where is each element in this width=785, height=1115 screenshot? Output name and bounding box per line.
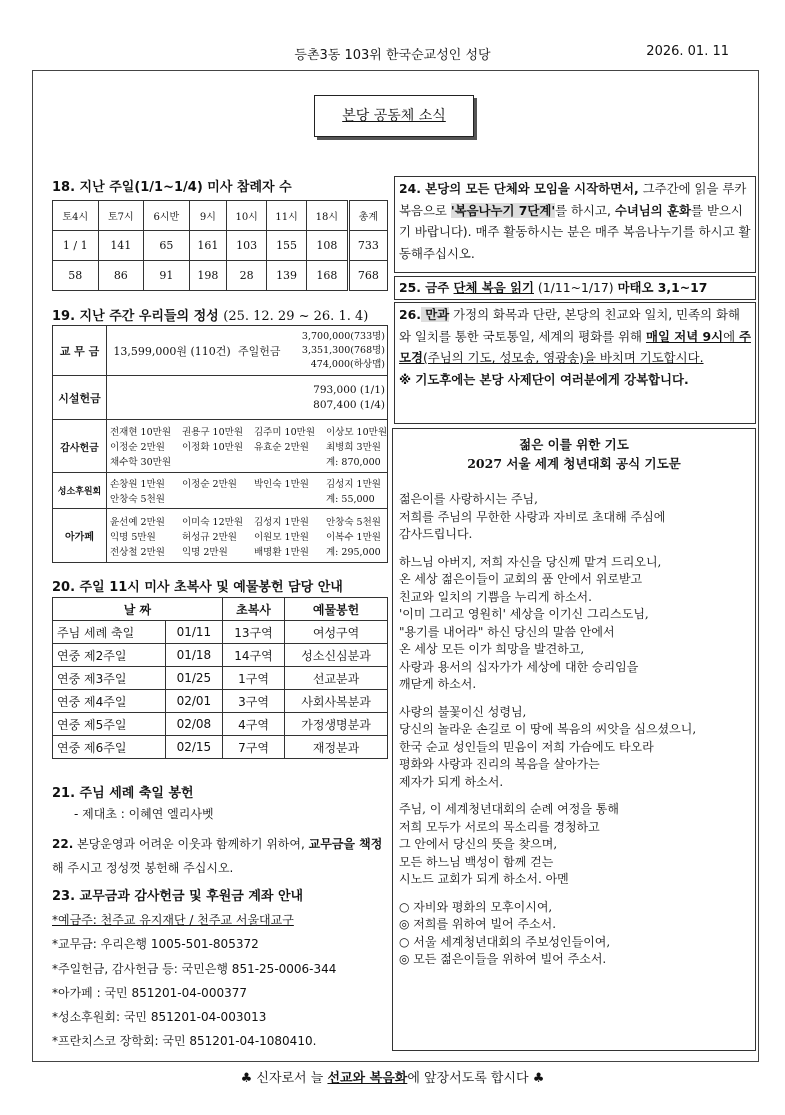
gamsa-label: 감사헌금 xyxy=(53,420,107,473)
schedule-cell: 02/08 xyxy=(165,713,222,736)
kyomu-amount: 13,599,000원 (110건) xyxy=(107,326,238,376)
schedule-cell: 가정생명분과 xyxy=(285,713,388,736)
attendance-table xyxy=(52,200,388,291)
schedule-row xyxy=(53,667,388,690)
attendance-cell: 733 xyxy=(348,231,387,261)
attendance-header-cell: 9시 xyxy=(189,201,227,231)
prayer-line: 한국 순교 성인들의 믿음이 저희 가슴에도 타오라 xyxy=(399,739,654,754)
prayer-line: 사랑과 용서의 십자가가 세상에 대한 승리임을 xyxy=(399,659,639,674)
schedule-cell: 7구역 xyxy=(222,736,284,759)
section-25: 25. 금주 단체 복음 읽기 (1/11~1/17) 마태오 3,1~17 xyxy=(394,276,756,300)
donor-entry: 익명 5만원 xyxy=(110,531,156,543)
donor-entry: 배명환 1만원 xyxy=(254,546,309,558)
schedule-cell: 4구역 xyxy=(222,713,284,736)
donor-entry: 안창숙 5천원 xyxy=(110,494,165,505)
prayer-responses xyxy=(393,899,755,969)
col-altar-server: 초복사 xyxy=(222,598,284,621)
schedule-cell: 01/11 xyxy=(165,621,222,644)
prayer-paragraph-2 xyxy=(393,554,755,694)
attendance-cell: 103 xyxy=(227,231,267,261)
attendance-cell: 86 xyxy=(98,261,144,291)
donor-entry xyxy=(254,454,326,468)
attendance-cell: 65 xyxy=(144,231,190,261)
account-line: *교무금: 우리은행 1005-501-805372 xyxy=(52,937,259,952)
section-26: 26. 만과 가정의 화목과 단란, 본당의 친교와 일치, 민족의 화해와 일치를 통한 국토통일, 세계의 평화를 위해 매일 저녁 9시에 주모경(주님의 기도, 성모송, 영광송)을 바치며 기도합시다. ※ 기도후에는 본당 사제단이 여러분에게 강복합니다. xyxy=(394,302,756,424)
account-line: *프란치스코 장학회: 국민 851201-04-1080410. xyxy=(52,1034,317,1049)
donor-entry: 손창원 1만원 xyxy=(110,479,165,490)
attendance-header-cell: 토4시 xyxy=(53,201,99,231)
prayer-line: 모든 하느님 백성이 함께 걷는 xyxy=(399,854,554,869)
attendance-cell: 139 xyxy=(267,261,307,291)
donor-entry: 이정순 2만원 xyxy=(182,479,237,490)
prayer-line: ○ 자비와 평화의 모후이시여, xyxy=(399,899,553,914)
schedule-row xyxy=(53,713,388,736)
schedule-cell: 02/15 xyxy=(165,736,222,759)
attendance-header-cell: 총계 xyxy=(348,201,387,231)
sunday-offering-value: 3,351,300(768명) xyxy=(301,344,385,356)
account-line: *예금주: 천주교 유지재단 / 천주교 서울대교구 xyxy=(52,913,294,927)
account-list xyxy=(52,908,388,1054)
church-name: 등촌3동 103위 한국순교성인 성당 xyxy=(294,48,491,63)
attendance-cell: 168 xyxy=(307,261,349,291)
donor-entry: 익명 2만원 xyxy=(182,546,228,558)
schedule-cell: 연중 제5주일 xyxy=(53,713,166,736)
attendance-header-cell: 18시 xyxy=(307,201,349,231)
attendance-header-cell: 11시 xyxy=(267,201,307,231)
prayer-subtitle: 2027 서울 세계 청년대회 공식 기도문 xyxy=(467,456,681,471)
section-18-title: 18. 지난 주일(1/1~1/4) 미사 참례자 수 xyxy=(52,180,292,195)
attendance-header-cell: 10시 xyxy=(227,201,267,231)
footer-slogan: ♣ 신자로서 늘 선교와 복음화에 앞장서도록 합시다 ♣ xyxy=(240,1071,545,1086)
prayer-line: 온 세상 모든 이가 희망을 발견하고, xyxy=(399,642,585,656)
donor-entry xyxy=(182,454,254,468)
account-line: *성소후원회: 국민 851201-04-003013 xyxy=(52,1010,267,1025)
prayer-title: 젊은 이를 위한 기도 xyxy=(519,437,629,452)
attendance-cell: 91 xyxy=(144,261,190,291)
sunday-offering-value: 474,000(하상맵) xyxy=(310,358,385,370)
donor-entry: 최병희 3만원 xyxy=(326,442,381,453)
schedule-cell: 14구역 xyxy=(222,644,284,667)
attendance-cell: 768 xyxy=(348,261,387,291)
attendance-header-cell: 토7시 xyxy=(98,201,144,231)
schedule-cell: 1구역 xyxy=(222,667,284,690)
prayer-line: 그 안에서 당신의 뜻을 찾으며, xyxy=(399,837,558,851)
prayer-line: 주님, 이 세계청년대회의 순례 여정을 통해 xyxy=(399,802,619,816)
attendance-cell: 28 xyxy=(227,261,267,291)
prayer-line: "용기를 내어라" 하신 당신의 말씀 안에서 xyxy=(399,624,615,639)
attendance-row xyxy=(53,231,388,261)
schedule-cell: 3구역 xyxy=(222,690,284,713)
attendance-cell: 108 xyxy=(307,231,349,261)
prayer-line: 저희를 주님의 무한한 사랑과 자비로 초대해 주심에 xyxy=(399,509,666,524)
attendance-header-cell: 6시반 xyxy=(144,201,190,231)
prayer-line: 당신의 놀라운 손길로 이 땅에 복음의 씨앗을 심으셨으니, xyxy=(399,722,697,736)
prayer-line: 평화와 사랑과 진리의 복음을 살아가는 xyxy=(399,757,600,771)
prayer-line: ○ 서울 세계청년대회의 주보성인들이여, xyxy=(399,934,611,949)
schedule-row xyxy=(53,644,388,667)
agape-label: 아가페 xyxy=(53,509,107,563)
prayer-line: 사랑의 불꽃이신 성령님, xyxy=(399,704,527,719)
bulletin-date: 2026. 01. 11 xyxy=(646,44,729,59)
donor-entry: 박인숙 1만원 xyxy=(254,479,309,490)
section-19-title: 19. 지난 주간 우리들의 정성 (25. 12. 29 ~ 26. 1. 4) xyxy=(52,309,369,324)
donor-entry xyxy=(254,491,326,505)
account-line: *아가페 : 국민 851201-04-000377 xyxy=(52,985,247,1000)
prayer-paragraph-1 xyxy=(393,491,755,544)
prayer-line: ◎ 저희를 위하여 빌어 주소서. xyxy=(399,917,557,931)
donor-entry: 계: 55,000 xyxy=(326,494,375,505)
prayer-line: '이미 그리고 영원히' 세상을 이기신 그리스도님, xyxy=(399,607,649,621)
donor-entry: 이정화 10만원 xyxy=(182,442,243,453)
prayer-box xyxy=(392,428,756,1051)
schedule-row xyxy=(53,736,388,759)
attendance-cell: 141 xyxy=(98,231,144,261)
col-offering: 예물봉헌 xyxy=(285,598,388,621)
prayer-line: 저희 모두가 서로의 목소리를 경청하고 xyxy=(399,819,600,834)
donor-entry: 안창숙 5천원 xyxy=(326,516,381,528)
prayer-line: 온 세상 젊은이들이 교회의 품 안에서 위로받고 xyxy=(399,572,643,586)
section-22: 22. 본당운영과 어려운 이웃과 함께하기 위하여, 교무금을 책정해 주시고 정성껏 봉헌해 주십시오. xyxy=(52,837,383,875)
prayer-line: 하느님 아버지, 저희 자신을 당신께 맡겨 드리오니, xyxy=(399,554,662,569)
section-23-title: 23. 교무금과 감사헌금 및 후원금 계좌 안내 xyxy=(52,889,304,904)
donor-entry: 유효순 2만원 xyxy=(254,442,309,453)
prayer-line: ◎ 모든 젊은이들을 위하여 빌어 주소서. xyxy=(399,952,607,966)
prayer-paragraph-3 xyxy=(393,704,755,792)
donor-entry: 이복수 1만원 xyxy=(326,531,381,543)
attendance-row xyxy=(53,261,388,291)
section-21-line: - 제대초 : 이혜연 엘리사벳 xyxy=(74,807,214,821)
donor-entry: 채수학 30만원 xyxy=(110,457,171,468)
donor-entry: 계: 870,000 xyxy=(326,457,381,468)
section-20-title: 20. 주일 11시 미사 초복사 및 예물봉헌 담당 안내 xyxy=(52,580,343,595)
donor-entry: 전상철 2만원 xyxy=(110,546,165,558)
schedule-cell: 주님 세례 축일 xyxy=(53,621,166,644)
prayer-line: 젊은이를 사랑하시는 주님, xyxy=(399,492,538,506)
donor-entry: 이원모 1만원 xyxy=(254,531,309,543)
schedule-row xyxy=(53,690,388,713)
prayer-line: 시노드 교회가 되게 하소서. 아멘 xyxy=(399,872,569,886)
donor-entry xyxy=(182,491,254,505)
attendance-cell: 161 xyxy=(189,231,227,261)
donor-entry: 계: 295,000 xyxy=(326,546,381,558)
schedule-cell: 선교분과 xyxy=(285,667,388,690)
schedule-cell: 01/25 xyxy=(165,667,222,690)
attendance-cell: 198 xyxy=(189,261,227,291)
schedule-cell: 02/01 xyxy=(165,690,222,713)
schedule-cell: 재정분과 xyxy=(285,736,388,759)
section-21-title: 21. 주님 세례 축일 봉헌 xyxy=(52,786,194,801)
schedule-cell: 연중 제3주일 xyxy=(53,667,166,690)
schedule-cell: 연중 제4주일 xyxy=(53,690,166,713)
page-title: 본당 공동체 소식 xyxy=(342,108,446,124)
prayer-line: 친교와 일치의 기쁨을 누리게 하소서. xyxy=(399,589,592,604)
offering-table xyxy=(52,325,388,563)
schedule-table xyxy=(52,597,388,759)
facility-label: 시설헌금 xyxy=(53,376,107,420)
attendance-cell: 1 / 1 xyxy=(53,231,99,261)
agape-cell xyxy=(107,509,388,563)
schedule-cell: 여성구역 xyxy=(285,621,388,644)
attendance-cell: 58 xyxy=(53,261,99,291)
section-24: 24. 본당의 모든 단체와 모임을 시작하면서, 그주간에 읽을 루카 복음으로 '복음나누기 7단계'를 하시고, 수녀님의 훈화를 받으시기 바랍니다). 매주 활동하시는 분은 매주 복음나누기를 하시고 활동해주십시오. xyxy=(394,176,756,273)
donor-entry: 이미숙 12만원 xyxy=(182,516,243,528)
account-line: *주일헌금, 감사헌금 등: 국민은행 851-25-0006-344 xyxy=(52,961,337,976)
donor-entry: 전재현 10만원 xyxy=(110,427,171,438)
sponsor-label: 성소후원회 xyxy=(53,473,107,509)
sunday-offering-values xyxy=(295,326,388,376)
title-box xyxy=(314,95,474,137)
col-date: 날 짜 xyxy=(53,598,223,621)
prayer-line: 깨닫게 하소서. xyxy=(399,677,477,691)
schedule-cell: 연중 제6주일 xyxy=(53,736,166,759)
attendance-header-row xyxy=(53,201,388,231)
donor-entry: 김주미 10만원 xyxy=(254,427,315,438)
sunday-offering-label: 주일헌금 xyxy=(237,326,295,376)
facility-value: 793,000 (1/1) xyxy=(313,383,385,396)
schedule-cell: 연중 제2주일 xyxy=(53,644,166,667)
gamsa-cell xyxy=(107,420,388,473)
schedule-row xyxy=(53,621,388,644)
prayer-line: 제자가 되게 하소서. xyxy=(399,774,504,789)
prayer-paragraph-4 xyxy=(393,801,755,889)
sunday-offering-value: 3,700,000(733명) xyxy=(301,330,385,342)
attendance-cell: 155 xyxy=(267,231,307,261)
donor-entry: 김성지 1만원 xyxy=(326,479,381,490)
schedule-cell: 01/18 xyxy=(165,644,222,667)
facility-values xyxy=(107,376,388,420)
schedule-cell: 13구역 xyxy=(222,621,284,644)
facility-value: 807,400 (1/4) xyxy=(313,398,385,411)
kyomu-label: 교 무 금 xyxy=(53,326,107,376)
donor-entry: 윤선예 2만원 xyxy=(110,516,165,528)
donor-entry: 권용구 10만원 xyxy=(182,427,243,438)
donor-entry: 허성규 2만원 xyxy=(182,531,237,543)
blessing-note: ※ 기도후에는 본당 사제단이 여러분에게 강복합니다. xyxy=(399,371,689,387)
schedule-cell: 사회사복분과 xyxy=(285,690,388,713)
donor-entry: 이정순 2만원 xyxy=(110,442,165,453)
schedule-cell: 성소신심분과 xyxy=(285,644,388,667)
donor-entry: 이상모 10만원 xyxy=(326,427,387,438)
donor-entry: 김성지 1만원 xyxy=(254,516,309,528)
sponsor-cell xyxy=(107,473,388,509)
prayer-line: 감사드립니다. xyxy=(399,527,473,541)
